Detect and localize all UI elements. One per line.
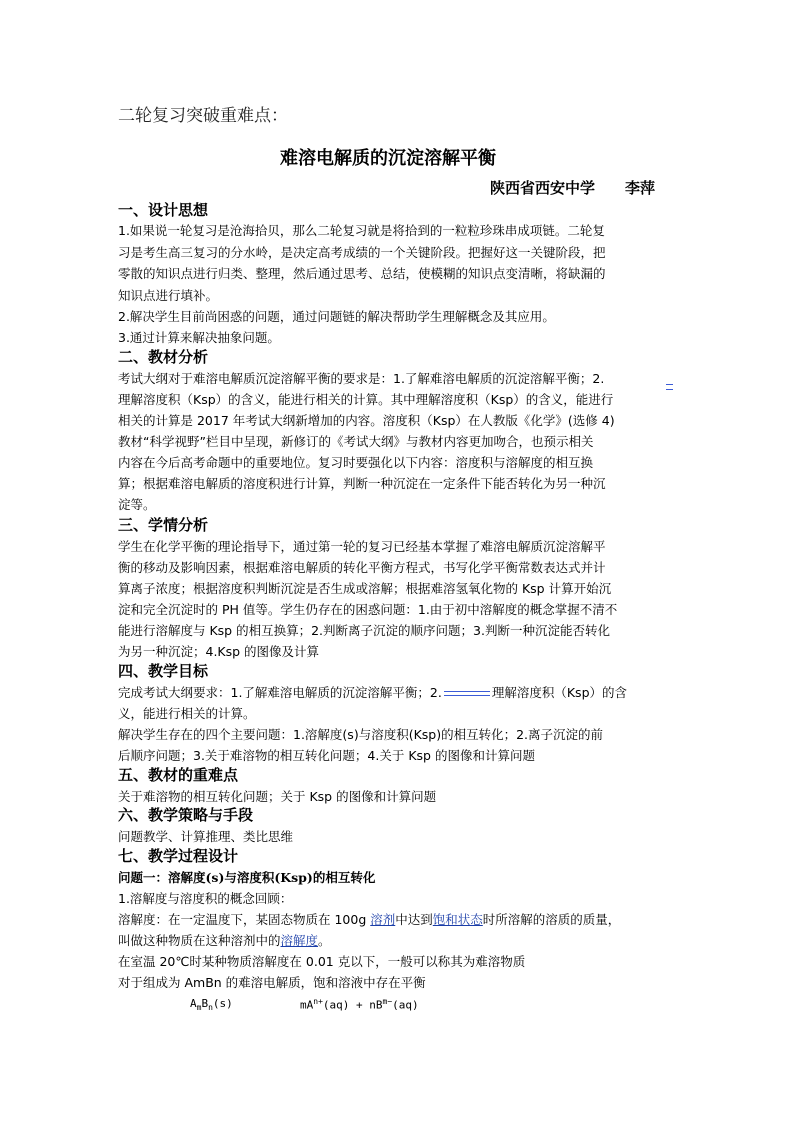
paragraph-line: 问题教学、计算推理、类比思维 <box>118 829 294 844</box>
paragraph-line: 教材“科学视野”栏目中呈现，新修订的《考试大纲》与教材内容更加吻合，也预示相关 <box>118 434 594 449</box>
paragraph-line: 能进行溶解度与 Ksp 的相互换算；2.判断离子沉淀的顺序问题；3.判断一种沉淀能否转化 <box>118 623 610 638</box>
section-heading-objectives: 四、教学目标 <box>118 662 209 680</box>
text-run: 。 <box>318 933 331 948</box>
link-solubility[interactable]: 溶解度 <box>280 933 319 948</box>
paragraph-line: 知识点进行填补。 <box>118 288 219 303</box>
link-solvent[interactable]: 溶剂 <box>370 912 396 927</box>
equilibrium-equation-left: $A_mB_n(s)$ <box>190 997 233 1013</box>
link-saturated-state[interactable]: 饱和状态 <box>432 912 483 927</box>
paragraph-line: 淀等。 <box>118 497 156 512</box>
text-run: 叫做这种物质在这种溶剂中的 <box>118 933 281 948</box>
section-heading-students: 三、学情分析 <box>118 516 209 534</box>
paragraph-line: 关于难溶物的相互转化问题；关于 Ksp 的图像和计算问题 <box>118 789 437 804</box>
paragraph-line: 解决学生存在的四个主要问题：1.溶解度(s)与溶度积(Ksp)的相互转化；2.离子沉淀的前 <box>118 727 604 742</box>
paragraph-line: 义，能进行相关的计算。 <box>118 706 256 721</box>
page-title: 难溶电解质的沉淀溶解平衡 <box>280 148 496 169</box>
section-heading-design: 一、设计思想 <box>118 201 209 219</box>
text-run: 中达到 <box>395 912 433 927</box>
paragraph-line <box>118 687 627 700</box>
paragraph-line: 为另一种沉淀；4.Ksp 的图像及计算 <box>118 644 320 659</box>
text-run: 溶解度：在一定温度下，某固态物质在 100g <box>118 912 371 927</box>
question-one-heading: 问题一：溶解度(s)与溶度积(Ksp)的相互转化 <box>118 870 376 885</box>
revision-insertion-mark <box>444 691 490 696</box>
paragraph-line: 零散的知识点进行归类、整理，然后通过思考、总结，使模糊的知识点变清晰，将缺漏的 <box>118 266 606 281</box>
text-run: 完成考试大纲要求：1.了解难溶电解质的沉淀溶解平衡；2. <box>118 685 442 700</box>
text-run: 时所溶解的溶质的质量， <box>482 912 621 927</box>
section-heading-key-points: 五、教材的重难点 <box>118 766 239 784</box>
paragraph-line: 1.溶解度与溶度积的概念回顾： <box>118 891 293 906</box>
section-heading-process: 七、教学过程设计 <box>118 847 239 865</box>
paragraph-line: 习是考生高三复习的分水岭，是决定高考成绩的一个关键阶段。把握好这一关键阶段，把 <box>118 245 606 260</box>
paragraph-line: 3.通过计算来解决抽象问题。 <box>118 330 280 345</box>
paragraph-line: 相关的计算是 2017 年考试大纲新增加的内容。溶度积（Ksp）在人教版《化学》(选修 4) <box>118 413 615 428</box>
section-heading-strategy: 六、教学策略与手段 <box>118 806 254 824</box>
paragraph-line <box>118 914 620 927</box>
author-line: 陕西省西安中学 李萍 <box>490 179 656 197</box>
paragraph-line: 内容在今后高考命题中的重要地位。复习时要强化以下内容：溶度积与溶解度的相互换 <box>118 455 594 470</box>
paragraph-line: 学生在化学平衡的理论指导下，通过第一轮的复习已经基本掌握了难溶电解质沉淀溶解平 <box>118 539 606 554</box>
section-heading-textbook: 二、教材分析 <box>118 348 209 366</box>
paragraph-line: 淀和完全沉淀时的 PH 值等。学生仍存在的困惑问题：1.由于初中溶解度的概念掌握不清不 <box>118 602 618 617</box>
paragraph-line: 对于组成为 AmBn 的难溶电解质，饱和溶液中存在平衡 <box>118 975 426 990</box>
paragraph-line <box>118 935 331 948</box>
paragraph-line: 2.解决学生目前尚困惑的问题，通过问题链的解决帮助学生理解概念及其应用。 <box>118 309 555 324</box>
paragraph-line: 理解溶度积（Ksp）的含义，能进行相关的计算。其中理解溶度积（Ksp）的含义，能进行 <box>118 392 614 407</box>
paragraph-line: 考试大纲对于难溶电解质沉淀溶解平衡的要求是：1.了解难溶电解质的沉淀溶解平衡；2. <box>118 371 605 386</box>
paragraph-line: 后顺序问题；3.关于难溶物的相互转化问题；4.关于 Ksp 的图像和计算问题 <box>118 748 535 763</box>
paragraph-line: 在室温 20℃时某种物质溶解度在 0.01 克以下，一般可以称其为难溶物质 <box>118 954 526 969</box>
paragraph-line: 算离子浓度；根据溶度积判断沉淀是否生成或溶解；根据难溶氢氧化物的 Ksp 计算开始沉 <box>118 581 612 596</box>
text-run: 理解溶度积（Ksp）的含 <box>491 685 628 700</box>
revision-mark <box>666 384 673 390</box>
series-heading: 二轮复习突破重难点： <box>118 106 288 126</box>
paragraph-line: 1.如果说一轮复习是沧海拾贝，那么二轮复习就是将拾到的一粒粒珍珠串成项链。二轮复 <box>118 223 605 238</box>
paragraph-line: 算；根据难溶电解质的溶度积进行计算，判断一种沉淀在一定条件下能否转化为另一种沉 <box>118 476 606 491</box>
equilibrium-equation-right: $mA^{n+}(aq) + nB^{m-}(aq)$ <box>300 997 419 1012</box>
paragraph-line: 衡的移动及影响因素，根据难溶电解质的转化平衡方程式，书写化学平衡常数表达式并计 <box>118 560 606 575</box>
